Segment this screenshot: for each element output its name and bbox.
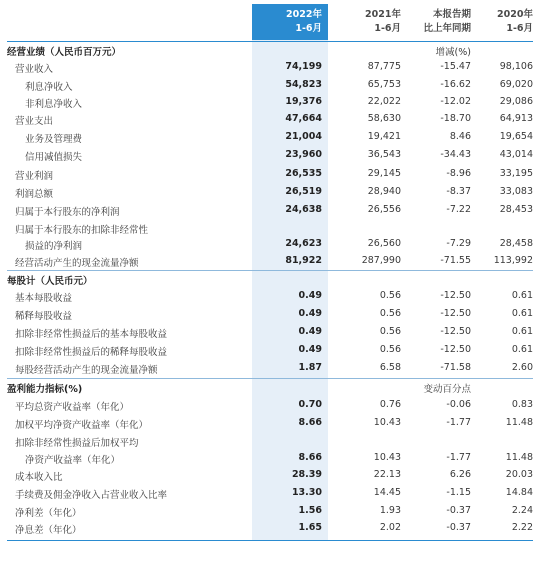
row-label: 手续费及佣金净收入占营业收入比率 — [15, 490, 168, 501]
cell-2022: 8.66 — [298, 452, 322, 463]
cell-2022: 0.49 — [298, 344, 322, 355]
row-label: 归属于本行股东的净利润 — [15, 207, 120, 218]
cell-2020: 19,654 — [499, 131, 533, 142]
cell-2020: 2.24 — [511, 505, 533, 516]
row-label: 扣除非经常性损益后的基本每股收益 — [15, 329, 168, 340]
cell-2020: 14.84 — [505, 487, 533, 498]
header-2020-year: 2020年 — [497, 9, 533, 20]
cell-change: -16.62 — [440, 79, 471, 90]
cell-2022: 0.49 — [298, 326, 322, 337]
cell-2020: 2.60 — [511, 362, 533, 373]
row-label: 基本每股收益 — [15, 293, 73, 304]
cell-2020: 0.61 — [511, 344, 533, 355]
cell-change: -8.96 — [446, 168, 471, 179]
header-change-line2: 比上年同期 — [423, 23, 471, 34]
cell-change: -1.77 — [446, 452, 471, 463]
row-label: 业务及管理费 — [25, 134, 83, 145]
cell-2022: 0.49 — [298, 290, 322, 301]
cell-2020: 0.61 — [511, 326, 533, 337]
section-title: 经营业绩（人民币百万元） — [7, 47, 122, 58]
row-label: 稀释每股收益 — [15, 311, 73, 322]
cell-2022: 1.56 — [298, 505, 322, 516]
cell-2021: 10.43 — [373, 452, 401, 463]
row-label: 营业收入 — [15, 64, 54, 75]
row-label: 平均总资产收益率（年化） — [15, 402, 130, 413]
row-label: 净息差（年化） — [15, 525, 82, 536]
cell-change: -34.43 — [440, 149, 471, 160]
row-label: 净资产收益率（年化） — [25, 455, 121, 466]
cell-change: -1.15 — [446, 487, 471, 498]
cell-2021: 1.93 — [379, 505, 401, 516]
cell-2020: 28,458 — [499, 238, 533, 249]
cell-2022: 0.70 — [298, 399, 322, 410]
cell-change: 6.26 — [449, 469, 471, 480]
row-label: 损益的净利润 — [25, 241, 83, 252]
header-2021-period: 1-6月 — [374, 23, 401, 34]
cell-change: -12.50 — [440, 290, 471, 301]
cell-change: -7.22 — [446, 204, 471, 215]
cell-2020: 33,083 — [499, 186, 533, 197]
cell-2020: 0.61 — [511, 308, 533, 319]
cell-2021: 14.45 — [373, 487, 401, 498]
cell-2022: 81,922 — [285, 255, 322, 266]
cell-2021: 36,543 — [367, 149, 401, 160]
cell-2021: 87,775 — [367, 61, 401, 72]
header-change — [401, 8, 471, 36]
section-note: 变动百分点 — [423, 384, 471, 395]
cell-2020: 33,195 — [499, 168, 533, 179]
cell-2022: 1.87 — [298, 362, 322, 373]
cell-2022: 21,004 — [285, 131, 322, 142]
cell-2021: 19,421 — [367, 131, 401, 142]
header-2022 — [252, 8, 322, 36]
cell-2022: 24,638 — [285, 204, 322, 215]
cell-2022: 26,519 — [285, 186, 322, 197]
row-label: 信用减值损失 — [25, 152, 83, 163]
cell-2020: 2.22 — [511, 522, 533, 533]
cell-2020: 69,020 — [499, 79, 533, 90]
row-label: 利润总额 — [15, 189, 54, 200]
header-2020 — [463, 8, 533, 36]
cell-2022: 23,960 — [285, 149, 322, 160]
cell-change: -71.58 — [440, 362, 471, 373]
cell-change: -12.50 — [440, 344, 471, 355]
cell-2021: 0.76 — [379, 399, 401, 410]
row-label: 营业利润 — [15, 171, 54, 182]
cell-change: -7.29 — [446, 238, 471, 249]
cell-change: -12.50 — [440, 308, 471, 319]
cell-2021: 28,940 — [367, 186, 401, 197]
cell-2021: 2.02 — [379, 522, 401, 533]
row-label: 净利差（年化） — [15, 508, 82, 519]
cell-2022: 54,823 — [285, 79, 322, 90]
cell-2022: 24,623 — [285, 238, 322, 249]
cell-change: -12.50 — [440, 326, 471, 337]
cell-2021: 0.56 — [379, 308, 401, 319]
cell-2020: 29,086 — [499, 96, 533, 107]
cell-change: -12.02 — [440, 96, 471, 107]
cell-change: -1.77 — [446, 417, 471, 428]
header-rule — [7, 41, 533, 42]
cell-2020: 28,453 — [499, 204, 533, 215]
row-label: 非利息净收入 — [25, 99, 83, 110]
header-change-line1: 本报告期 — [432, 9, 471, 20]
cell-2022: 8.66 — [298, 417, 322, 428]
cell-2021: 22.13 — [373, 469, 401, 480]
cell-change: 8.46 — [449, 131, 471, 142]
cell-2020: 0.61 — [511, 290, 533, 301]
section-note: 增减(%) — [435, 47, 471, 58]
cell-2021: 0.56 — [379, 326, 401, 337]
cell-2020: 98,106 — [499, 61, 533, 72]
cell-2020: 0.83 — [511, 399, 533, 410]
cell-2022: 28.39 — [291, 469, 322, 480]
cell-2021: 26,560 — [367, 238, 401, 249]
row-label: 成本收入比 — [15, 472, 63, 483]
cell-2021: 22,022 — [367, 96, 401, 107]
cell-change: -15.47 — [440, 61, 471, 72]
row-label: 归属于本行股东的扣除非经常性 — [15, 225, 149, 236]
cell-2022: 47,664 — [285, 113, 322, 124]
cell-2021: 287,990 — [361, 255, 401, 266]
cell-2021: 0.56 — [379, 344, 401, 355]
cell-2020: 43,014 — [499, 149, 533, 160]
row-label: 加权平均净资产收益率（年化） — [15, 420, 149, 431]
cell-2020: 113,992 — [493, 255, 533, 266]
row-label: 扣除非经常性损益后的稀释每股收益 — [15, 347, 168, 358]
row-label: 经营活动产生的现金流量净额 — [15, 258, 139, 269]
section-divider — [7, 270, 533, 271]
cell-2022: 13.30 — [291, 487, 322, 498]
header-2021-year: 2021年 — [365, 9, 401, 20]
cell-2021: 10.43 — [373, 417, 401, 428]
cell-2021: 58,630 — [367, 113, 401, 124]
section-title: 盈利能力指标(%) — [7, 384, 83, 395]
cell-2022: 0.49 — [298, 308, 322, 319]
header-2020-period: 1-6月 — [506, 23, 533, 34]
header-2021 — [331, 8, 401, 36]
section-divider — [7, 378, 533, 379]
cell-change: -18.70 — [440, 113, 471, 124]
header-2022-year: 2022年 — [286, 9, 322, 20]
cell-change: -71.55 — [440, 255, 471, 266]
cell-2020: 20.03 — [505, 469, 533, 480]
row-label: 利息净收入 — [25, 82, 73, 93]
row-label: 每股经营活动产生的现金流量净额 — [15, 365, 158, 376]
section-title: 每股计（人民币元） — [7, 276, 93, 287]
cell-2021: 26,556 — [367, 204, 401, 215]
cell-2020: 11.48 — [505, 452, 533, 463]
cell-change: -0.37 — [446, 522, 471, 533]
cell-2021: 6.58 — [379, 362, 401, 373]
cell-change: -8.37 — [446, 186, 471, 197]
cell-2021: 0.56 — [379, 290, 401, 301]
cell-2022: 74,199 — [285, 61, 322, 72]
cell-2020: 11.48 — [505, 417, 533, 428]
cell-2020: 64,913 — [499, 113, 533, 124]
cell-2022: 26,535 — [285, 168, 322, 179]
bottom-rule — [7, 540, 533, 541]
cell-change: -0.06 — [446, 399, 471, 410]
row-label: 扣除非经常性损益后加权平均 — [15, 438, 139, 449]
header-2022-period: 1-6月 — [295, 23, 322, 34]
cell-2021: 29,145 — [367, 168, 401, 179]
row-label: 营业支出 — [15, 116, 54, 127]
cell-2022: 1.65 — [298, 522, 322, 533]
cell-2021: 65,753 — [367, 79, 401, 90]
cell-2022: 19,376 — [285, 96, 322, 107]
cell-change: -0.37 — [446, 505, 471, 516]
